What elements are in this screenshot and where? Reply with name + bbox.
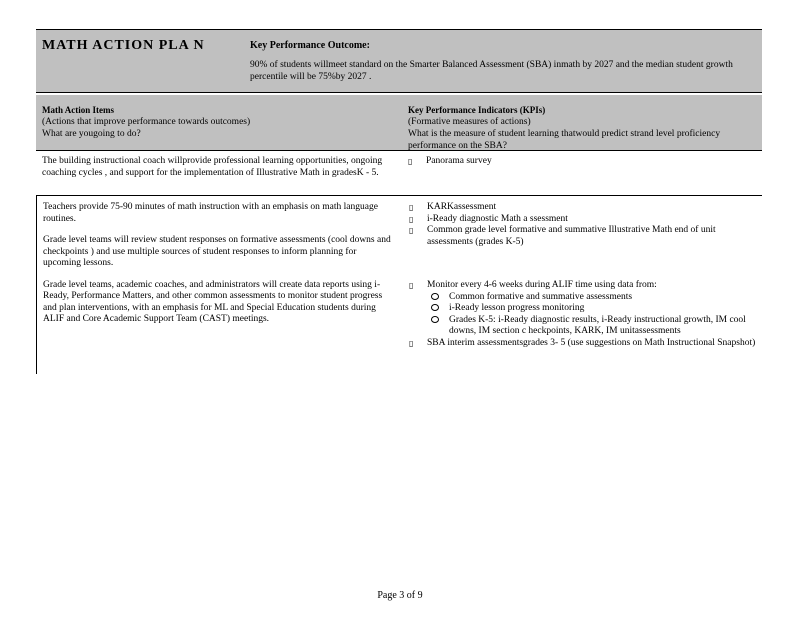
action-items-sub1: (Actions that improve performance towards outcomes) xyxy=(42,117,251,127)
sub-list-item: Grades K-5: i-Ready diagnostic results, i-Ready instructional growth, IM cool downs, IM section c heckpoints, KARK, IM unitassessments xyxy=(409,315,757,338)
action-items-title: Math Action Items xyxy=(42,105,114,115)
page-title: MATH ACTION PLA N xyxy=(42,38,205,53)
sub-list-item: Common formative and summative assessments xyxy=(409,292,757,304)
kpi-sub1: (Formative measures of actions) xyxy=(408,117,531,127)
table-row xyxy=(36,196,762,374)
table-row xyxy=(36,151,762,196)
row2-kpis xyxy=(409,202,757,349)
square-bullet-icon: ▯ xyxy=(409,226,414,235)
kpo-text: 90% of students willmeet standard on the Smarter Balanced Assessment (SBA) inmath by 2027 and the median student growth percentile will be 75%by 2027 . xyxy=(250,60,733,82)
column-header xyxy=(36,95,762,151)
kpi-title: Key Performance Indicators (KPIs) xyxy=(408,105,546,115)
list-item: ▯ Monitor every 4-6 weeks during ALIF time using data from: xyxy=(409,280,657,290)
action-items-header xyxy=(42,104,392,140)
square-bullet-icon: ▯ xyxy=(409,338,414,348)
row1-action: The building instructional coach willprovide professional learning opportunities, ongoing coaching cycles , and support for the implementation of Illustrative Math in gradesK - 5. xyxy=(42,156,383,178)
circle-bullet-icon xyxy=(431,293,439,300)
plan-header xyxy=(36,29,762,93)
kpi-sub2: What is the measure of student learning thatwould predict strand level proficiency performance on the SBA? xyxy=(408,129,721,151)
sub-list-item: i-Ready lesson progress monitoring xyxy=(409,303,757,315)
list-item: ▯ Panorama survey xyxy=(408,156,492,166)
list-item: ▯ KARKassessment xyxy=(409,202,497,212)
square-bullet-icon: ▯ xyxy=(408,157,413,166)
list-item: ▯ i-Ready diagnostic Math a ssessment xyxy=(409,213,568,224)
row2-actions xyxy=(43,202,395,336)
action-paragraph: Grade level teams, academic coaches, and administrators will create data reports using i-Ready, Performance Matters, and other common assessments to monitor student progress and plan interventions, with an emphasis for ML and Special Education students during ALIF and Core Academic Support Team (CAST) meetings. xyxy=(43,279,383,324)
row1-kpi xyxy=(408,156,756,168)
action-paragraph: Teachers provide 75-90 minutes of math instruction with an emphasis on math language routines. xyxy=(43,202,378,224)
square-bullet-icon: ▯ xyxy=(409,281,414,290)
kpi-header xyxy=(408,104,753,152)
action-plan-table xyxy=(36,29,762,374)
circle-bullet-icon xyxy=(431,304,439,311)
square-bullet-icon: ▯ xyxy=(409,203,414,212)
page-number: Page 3 of 9 xyxy=(377,590,423,601)
square-bullet-icon: ▯ xyxy=(409,214,414,224)
action-items-sub2: What are yougoing to do? xyxy=(42,129,141,139)
circle-bullet-icon xyxy=(431,316,439,323)
list-item: ▯ SBA interim assessmentsgrades 3- 5 (use suggestions on Math Instructional Snapshot) xyxy=(409,337,756,348)
list-item: ▯ Common grade level formative and summative Illustrative Math end of unit assessments (grades K-5) xyxy=(409,225,716,247)
action-paragraph: Grade level teams will review student responses on formative assessments (cool downs and checkpoints ) and use multiple sources of student responses to inform planning for upcoming lessons. xyxy=(43,235,391,268)
kpo-label: Key Performance Outcome: xyxy=(250,40,370,51)
